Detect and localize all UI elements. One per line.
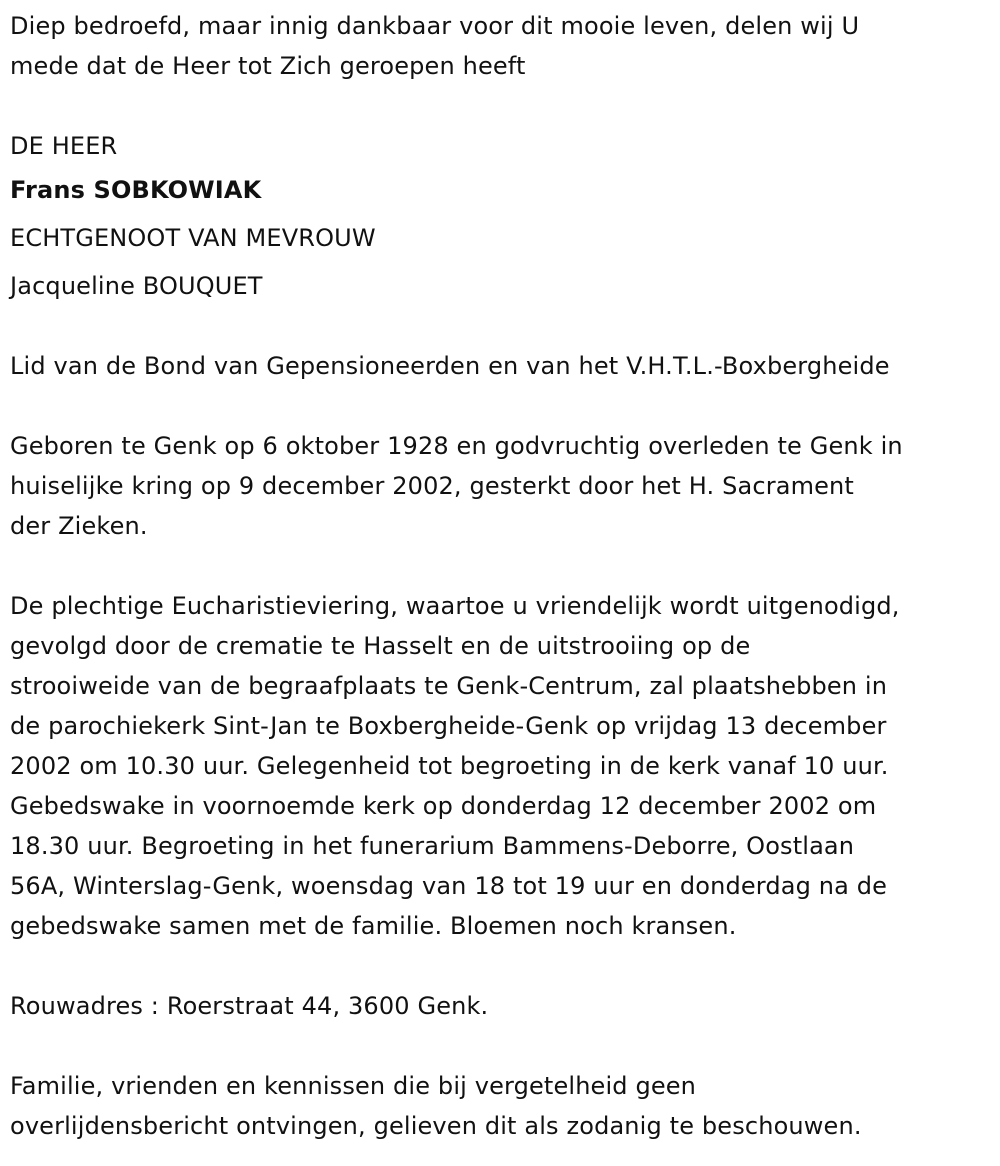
name-block: [10, 126, 995, 310]
relation-label: ECHTGENOOT VAN MEVROUW: [10, 224, 376, 252]
birth-death-paragraph: [10, 426, 995, 546]
closing-paragraph: [10, 1066, 995, 1146]
ceremony-line: 2002 om 10.30 uur. Gelegenheid tot begroeting in de kerk vanaf 10 uur.: [10, 752, 889, 780]
address-line: Rouwadres : Roerstraat 44, 3600 Genk.: [10, 992, 489, 1020]
obituary-notice: [10, 6, 995, 1146]
deceased-name: Frans SOBKOWIAK: [10, 176, 262, 204]
intro-paragraph: [10, 6, 995, 86]
ceremony-line: gevolgd door de crematie te Hasselt en de uitstrooiing op de: [10, 632, 751, 660]
intro-line: Diep bedroefd, maar innig dankbaar voor dit mooie leven, delen wij U: [10, 12, 860, 40]
ceremony-line: 18.30 uur. Begroeting in het funerarium Bammens-Deborre, Oostlaan: [10, 832, 855, 860]
spouse-name: Jacqueline BOUQUET: [10, 272, 263, 300]
birth-death-line: huiselijke kring op 9 december 2002, gesterkt door het H. Sacrament: [10, 472, 854, 500]
intro-line: mede dat de Heer tot Zich geroepen heeft: [10, 52, 526, 80]
birth-death-line: Geboren te Genk op 6 oktober 1928 en godvruchtig overleden te Genk in: [10, 432, 903, 460]
ceremony-paragraph: [10, 586, 995, 946]
ceremony-line: De plechtige Eucharistieviering, waartoe u vriendelijk wordt uitgenodigd,: [10, 592, 900, 620]
membership-line: Lid van de Bond van Gepensioneerden en van het V.H.T.L.-Boxbergheide: [10, 352, 890, 380]
ceremony-line: 56A, Winterslag-Genk, woensdag van 18 tot 19 uur en donderdag na de: [10, 872, 888, 900]
ceremony-line: Gebedswake in voornoemde kerk op donderdag 12 december 2002 om: [10, 792, 877, 820]
closing-line: overlijdensbericht ontvingen, gelieven dit als zodanig te beschouwen.: [10, 1112, 862, 1140]
ceremony-line: strooiweide van de begraafplaats te Genk-Centrum, zal plaatshebben in: [10, 672, 888, 700]
address-paragraph: [10, 986, 995, 1026]
ceremony-line: gebedswake samen met de familie. Bloemen noch kransen.: [10, 912, 737, 940]
membership-paragraph: [10, 346, 995, 386]
ceremony-line: de parochiekerk Sint-Jan te Boxbergheide-Genk op vrijdag 13 december: [10, 712, 887, 740]
closing-line: Familie, vrienden en kennissen die bij vergetelheid geen: [10, 1072, 697, 1100]
birth-death-line: der Zieken.: [10, 512, 148, 540]
honorific-title: DE HEER: [10, 132, 118, 160]
